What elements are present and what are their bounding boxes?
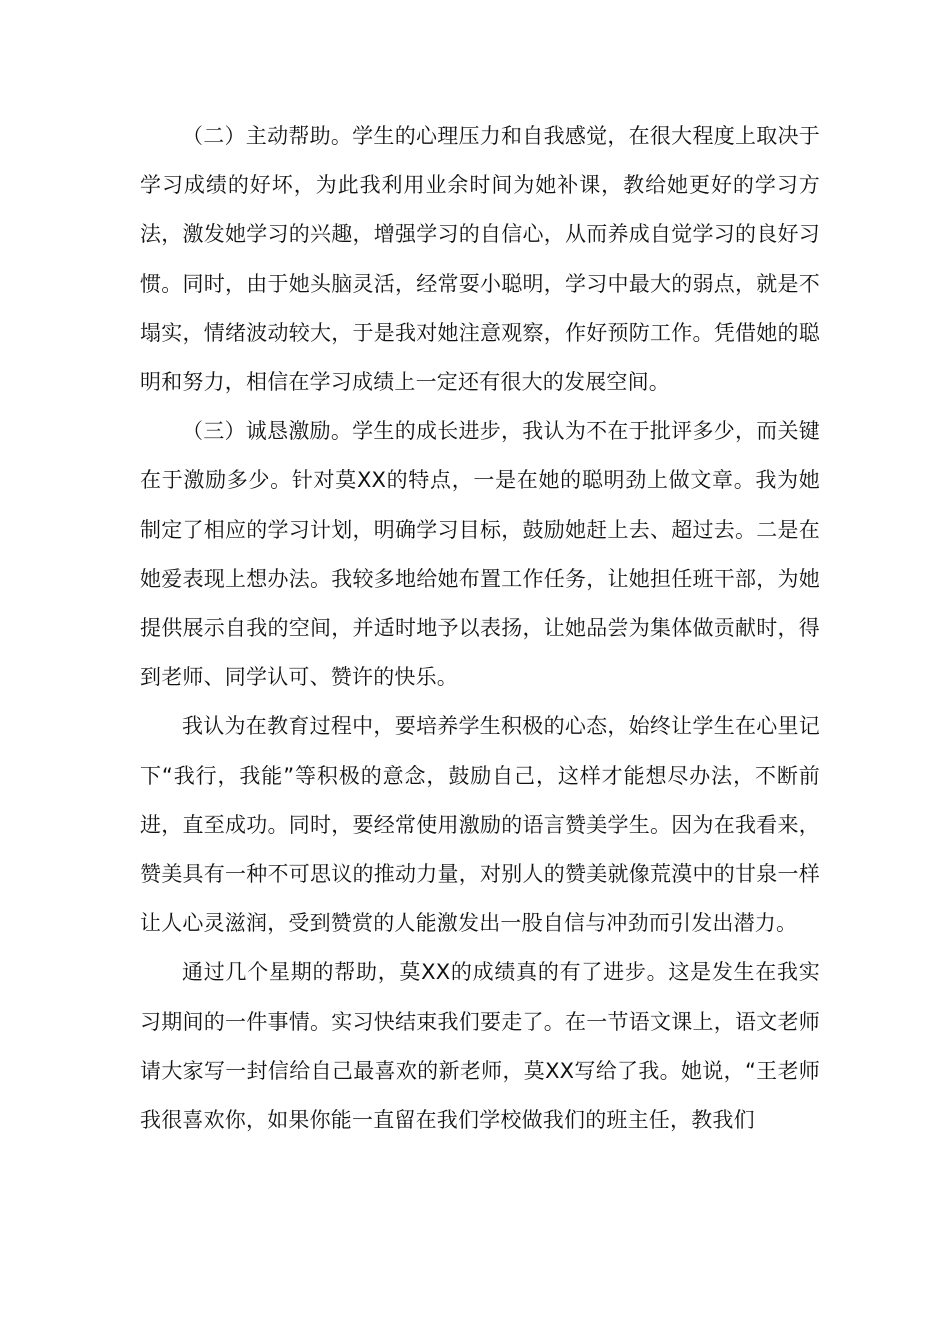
paragraph-active-help: （二）主动帮助。学生的心理压力和自我感觉，在很大程度上取决于学习成绩的好坏，为此我利用业余时间为她补课，教给她更好的学习方法，激发她学习的兴趣，增强学习的自信心，从而养成自觉学习的良好习惯。同时，由于她头脑灵活，经常耍小聪明，学习中最大的弱点，就是不塌实，情绪波动较大，于是我对她注意观察，作好预防工作。凭借她的聪明和努力，相信在学习成绩上一定还有很大的发展空间。: [140, 124, 820, 395]
paragraph-progress: 通过几个星期的帮助，莫XX的成绩真的有了进步。这是发生在我实习期间的一件事情。实习快结束我们要走了。在一节语文课上，语文老师请大家写一封信给自己最喜欢的新老师，莫XX写给了我。她说，“王老师我很喜欢你，如果你能一直留在我们学校做我们的班主任，教我们: [140, 960, 820, 1133]
paragraph-positive-attitude: 我认为在教育过程中，要培养学生积极的心态，始终让学生在心里记下“我行，我能”等积极的意念，鼓励自己，这样才能想尽办法，不断前进，直至成功。同时，要经常使用激励的语言赞美学生。因为在我看来，赞美具有一种不可思议的推动力量，对别人的赞美就像荒漠中的甘泉一样让人心灵滋润，受到赞赏的人能激发出一股自信与冲劲而引发出潜力。: [140, 714, 820, 936]
paragraph-sincere-encouragement: （三）诚恳激励。学生的成长进步，我认为不在于批评多少，而关键在于激励多少。针对莫XX的特点，一是在她的聪明劲上做文章。我为她制定了相应的学习计划，明确学习目标，鼓励她赶上去、超过去。二是在她爱表现上想办法。我较多地给她布置工作任务，让她担任班干部，为她提供展示自我的空间，并适时地予以表扬，让她品尝为集体做贡献时，得到老师、同学认可、赞许的快乐。: [140, 419, 820, 690]
document-body: [140, 112, 820, 1145]
